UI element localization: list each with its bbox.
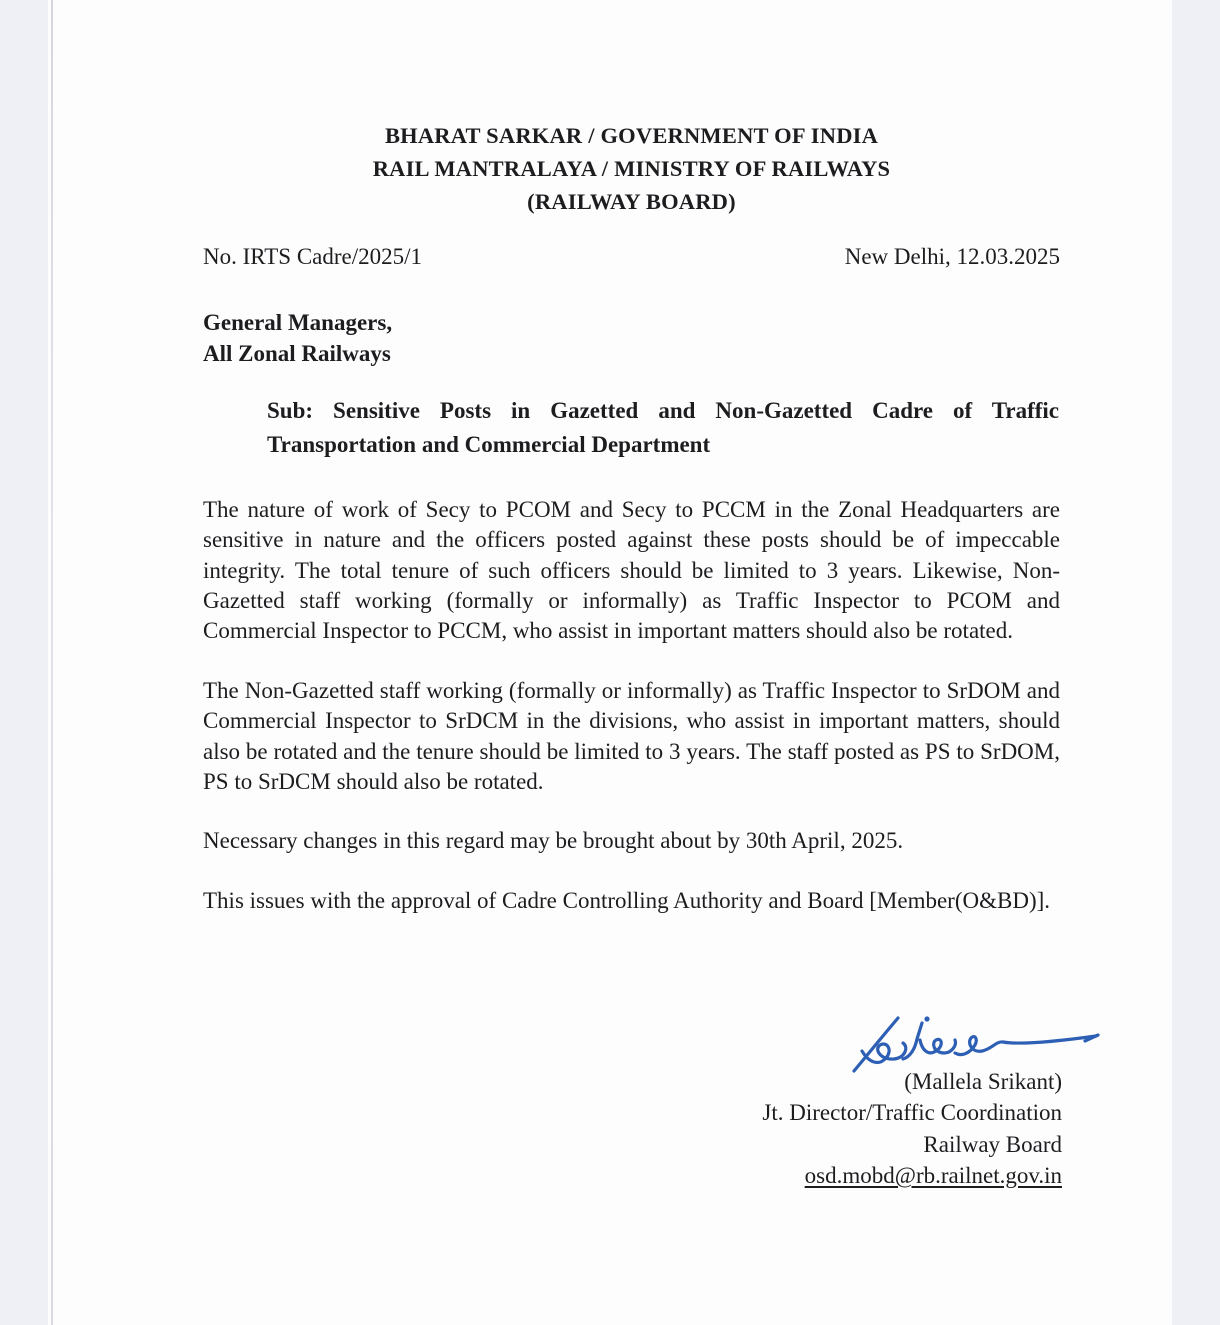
subject	[267, 394, 1059, 462]
place-date: New Delhi, 12.03.2025	[844, 244, 1060, 269]
scan-margin-right	[1172, 0, 1220, 1325]
addressee-title: General Managers,	[203, 310, 393, 335]
scan-margin-left	[0, 0, 48, 1325]
letterhead-ministry-line: RAIL MANTRALAYA / MINISTRY OF RAILWAYS	[372, 156, 891, 181]
signature-block	[762, 1066, 1062, 1191]
letterhead-govt-line: BHARAT SARKAR / GOVERNMENT OF INDIA	[384, 123, 879, 148]
body-paragraph-3: Necessary changes in this regard may be brought about by 30th April, 2025.	[203, 828, 904, 853]
signatory-organization: Railway Board	[923, 1131, 1062, 1157]
page-edge-line	[51, 0, 53, 1325]
body-paragraph-1: The nature of work of Secy to PCOM and Secy to PCCM in the Zonal Headquarters are sensitive in nature and the officers posted against these posts should be of impeccable integrity. The total tenure of such officers should be limited to 3 years. Likewise, Non-Gazetted staff working (formally or informally) as Traffic Inspector to PCOM and Commercial Inspector to PCCM, who assist in important matters should also be rotated.	[203, 497, 1060, 644]
reference-row	[203, 242, 1060, 272]
signatory-name: (Mallela Srikant)	[904, 1069, 1062, 1094]
subject-line-2: Transportation and Commercial Department	[267, 432, 711, 457]
reference-number: No. IRTS Cadre/2025/1	[203, 244, 423, 269]
letterhead-railway-board-line: (RAILWAY BOARD)	[527, 189, 736, 214]
signatory-designation: Jt. Director/Traffic Coordination	[762, 1100, 1062, 1126]
subject-line-1: Sub: Sensitive Posts in Gazetted and Non-Gazetted Cadre of Traffic	[267, 398, 1059, 423]
body-paragraph-2: The Non-Gazetted staff working (formally or informally) as Traffic Inspector to SrDOM and Commercial Inspector to SrDCM in the divisions, who assist in important matters, should also be rotated and the tenure should be limited to 3 years. The staff posted as PS to SrDOM, PS to SrDCM should also be rotated.	[203, 678, 1060, 794]
addressee-org: All Zonal Railways	[203, 341, 391, 366]
signatory-email: osd.mobd@rb.railnet.gov.in	[804, 1162, 1062, 1188]
body-paragraph-4: This issues with the approval of Cadre Controlling Authority and Board [Member(O&BD)].	[203, 888, 1051, 913]
addressee	[203, 307, 803, 369]
letterhead	[203, 119, 1060, 218]
